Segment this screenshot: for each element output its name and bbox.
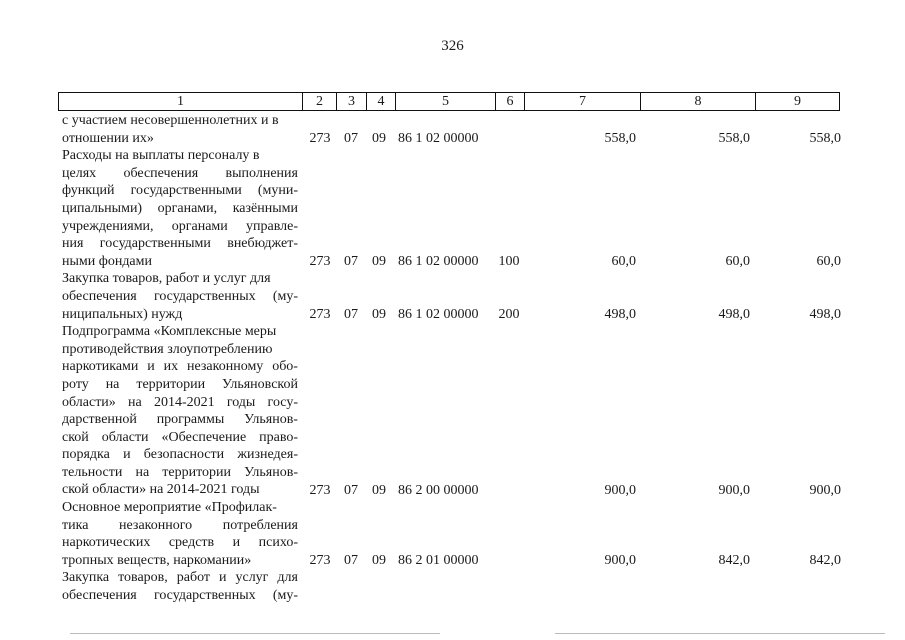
- cell-col-5: 86 2 00 00000: [398, 482, 479, 498]
- description-line: наркотиками и их незаконному обо-: [62, 359, 298, 375]
- cell-col-2: 273: [309, 553, 331, 568]
- header-col-2: 2: [302, 92, 336, 111]
- description-line: функций государственными (муни-: [62, 183, 298, 199]
- header-col-9: 9: [755, 92, 840, 111]
- cell-col-5: 86 1 02 00000: [398, 306, 479, 322]
- description-line: обеспечения государственных (му-: [62, 588, 298, 604]
- description-line: целях обеспечения выполнения: [62, 165, 298, 181]
- cell-col-4: 09: [372, 306, 386, 322]
- header-col-5: 5: [395, 92, 495, 111]
- description-column: [62, 112, 298, 605]
- cell-col-7: 60,0: [611, 253, 636, 269]
- description-line: обеспечения государственных (му-: [62, 288, 298, 304]
- cell-col-3: 07: [344, 553, 358, 568]
- cell-col-3: 07: [344, 482, 358, 498]
- header-col-7: 7: [524, 92, 640, 111]
- scan-artifact: [555, 633, 885, 634]
- cell-col-6: 100: [498, 253, 520, 269]
- description-line: ципальными) органами, казёнными: [62, 200, 298, 216]
- description-line: наркотических средств и психо-: [62, 535, 298, 551]
- cell-col-2: 273: [309, 130, 331, 146]
- cell-col-9: 842,0: [809, 553, 841, 568]
- description-line: Закупка товаров, работ и услуг для: [62, 570, 298, 586]
- cell-col-7: 498,0: [604, 306, 636, 322]
- description-line: с участием несовершеннолетних и в: [62, 113, 279, 128]
- header-col-3: 3: [336, 92, 366, 111]
- cell-col-8: 60,0: [725, 253, 750, 269]
- cell-col-4: 09: [372, 130, 386, 146]
- header-col-4: 4: [366, 92, 395, 111]
- description-line: порядка и безопасности жизнедея-: [62, 447, 298, 463]
- description-line: Основное мероприятие «Профилак-: [62, 500, 277, 516]
- description-line: роту на территории Ульяновской: [62, 376, 298, 392]
- description-line: ской области» на 2014-2021 годы: [62, 482, 260, 498]
- description-line: Расходы на выплаты персоналу в: [62, 148, 260, 164]
- description-line: тельности на территории Ульянов-: [62, 464, 298, 480]
- header-col-6: 6: [495, 92, 524, 111]
- description-line: учреждениями, органами управле-: [62, 218, 298, 234]
- cell-col-2: 273: [309, 253, 331, 269]
- description-line: ными фондами: [62, 253, 153, 269]
- header-col-8: 8: [640, 92, 755, 111]
- cell-col-9: 558,0: [809, 130, 841, 146]
- cell-col-4: 09: [372, 482, 386, 498]
- cell-col-5: 86 2 01 00000: [398, 553, 479, 568]
- cell-col-3: 07: [344, 306, 358, 322]
- description-line: тропных веществ, наркомании»: [62, 552, 252, 568]
- description-line: противодействия злоупотреблению: [62, 341, 273, 357]
- cell-col-2: 273: [309, 306, 331, 322]
- description-line: Подпрограмма «Комплексные меры: [62, 324, 277, 340]
- cell-col-3: 07: [344, 253, 358, 269]
- cell-col-8: 498,0: [718, 306, 750, 322]
- cell-col-8: 558,0: [718, 130, 750, 146]
- cell-col-5: 86 1 02 00000: [398, 253, 479, 269]
- cell-col-3: 07: [344, 130, 358, 146]
- scan-artifact: [70, 633, 440, 634]
- cell-col-2: 273: [309, 482, 331, 498]
- description-line: Закупка товаров, работ и услуг для: [62, 271, 271, 287]
- cell-col-7: 558,0: [604, 130, 636, 146]
- cell-col-7: 900,0: [604, 553, 636, 568]
- description-line: дарственной программы Ульянов-: [62, 412, 298, 428]
- cell-col-4: 09: [372, 253, 386, 269]
- description-line: ской области «Обеспечение право-: [62, 429, 298, 445]
- description-line: ниципальных) нужд: [62, 306, 183, 322]
- cell-col-7: 900,0: [604, 482, 636, 498]
- page-number: 326: [441, 38, 464, 54]
- cell-col-9: 60,0: [816, 253, 841, 269]
- description-line: области» на 2014-2021 годы госу-: [62, 394, 298, 410]
- cell-col-9: 900,0: [809, 482, 841, 498]
- description-line: тика незаконного потребления: [62, 517, 298, 533]
- cell-col-4: 09: [372, 553, 386, 568]
- cell-col-8: 842,0: [718, 553, 750, 568]
- cell-col-5: 86 1 02 00000: [398, 130, 479, 146]
- cell-col-6: 200: [498, 306, 520, 322]
- cell-col-9: 498,0: [809, 306, 841, 322]
- cell-col-8: 900,0: [718, 482, 750, 498]
- description-line: ния государственными внебюджет-: [62, 236, 298, 252]
- description-line: отношении их»: [62, 130, 154, 146]
- header-col-1: 1: [58, 92, 302, 111]
